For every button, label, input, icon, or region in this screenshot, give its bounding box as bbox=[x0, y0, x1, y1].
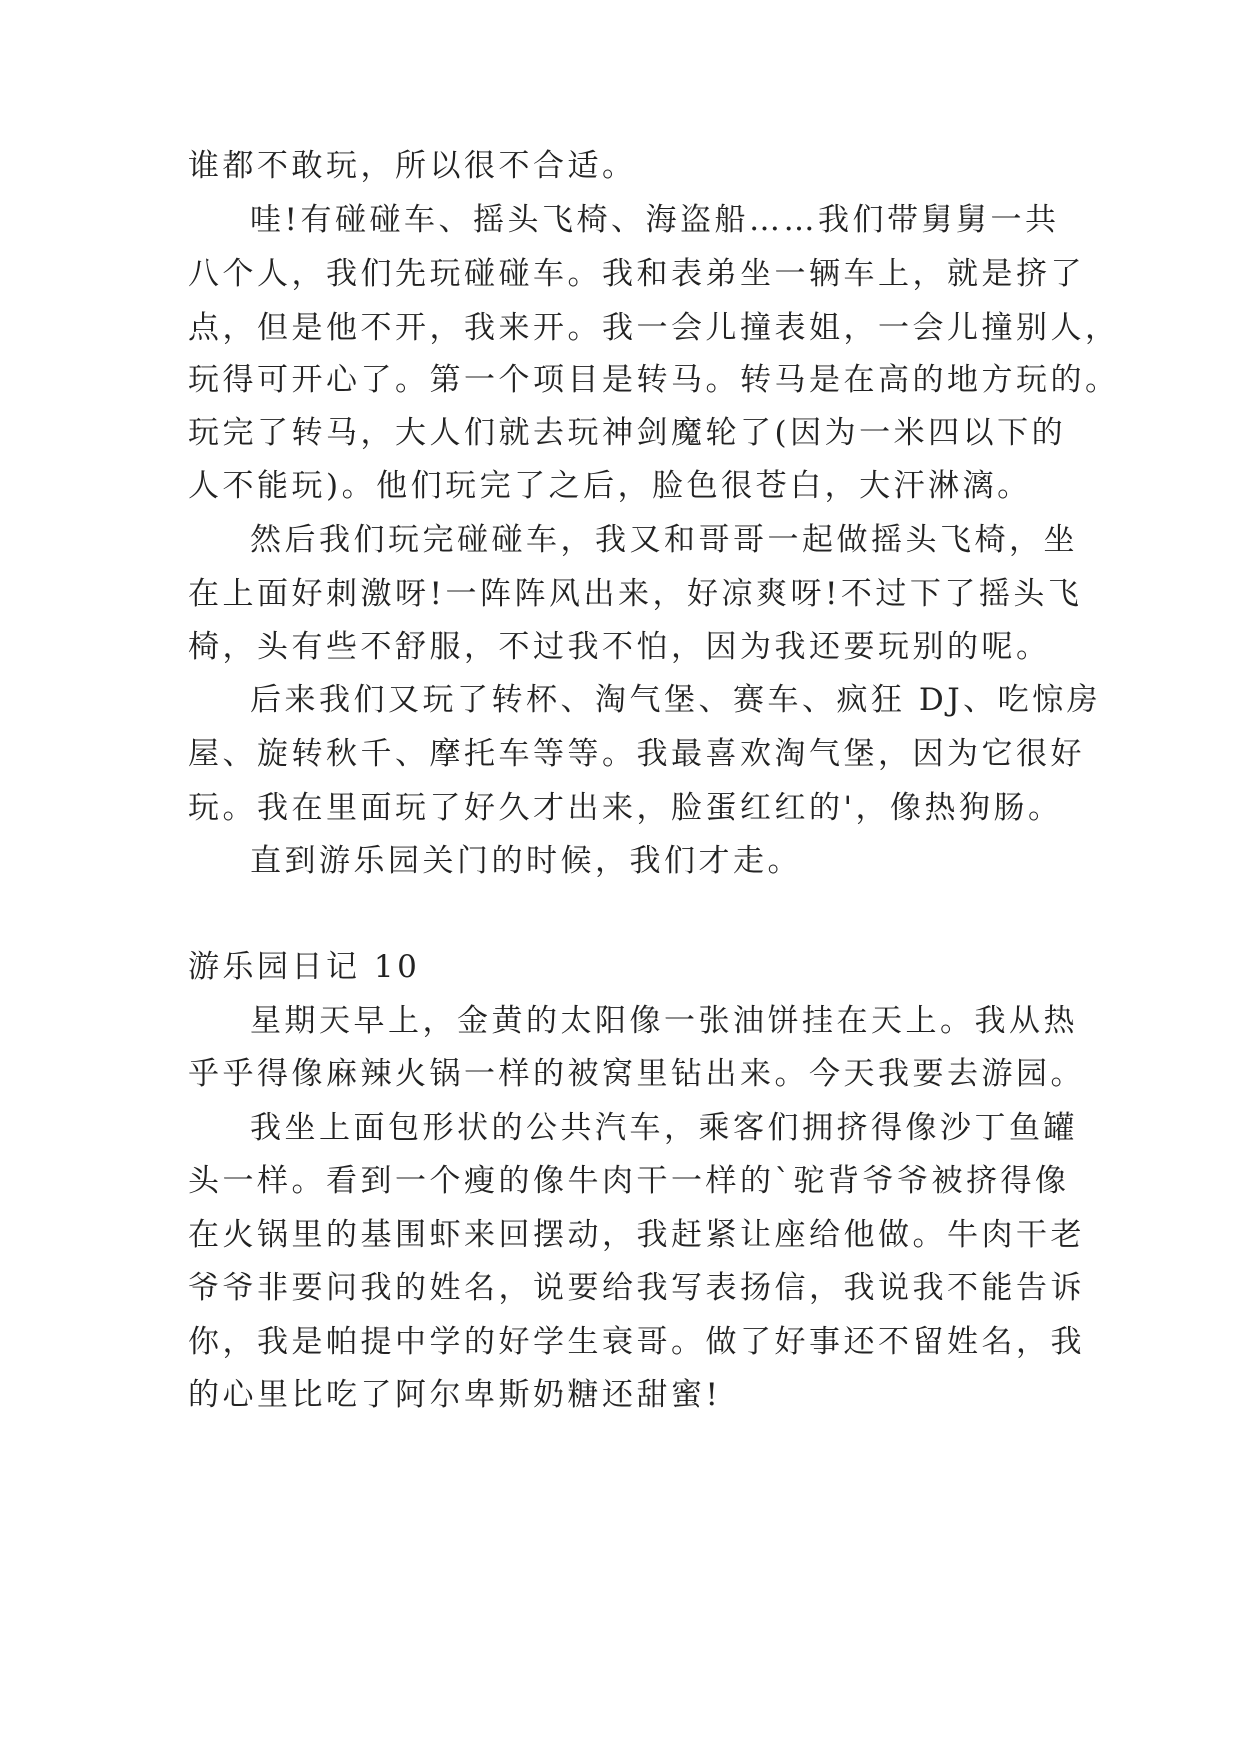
text-line: 的心里比吃了阿尔卑斯奶糖还甜蜜! bbox=[188, 1377, 722, 1413]
text-line: 头一样。看到一个瘦的像牛肉干一样的`驼背爷爷被挤得像 bbox=[188, 1163, 1070, 1199]
text-line: 点，但是他不开，我来开。我一会儿撞表姐，一会儿撞别人， bbox=[188, 310, 1120, 346]
text-line: 玩完了转马，大人们就去玩神剑魔轮了(因为一米四以下的 bbox=[188, 415, 1067, 451]
text-line: 人不能玩)。他们玩完了之后，脸色很苍白，大汗淋漓。 bbox=[188, 468, 1032, 504]
text-line: 八个人，我们先玩碰碰车。我和表弟坐一辆车上，就是挤了 bbox=[188, 256, 1085, 292]
paragraph-first-line: 直到游乐园关门的时候，我们才走。 bbox=[250, 843, 802, 879]
text-line: 你，我是帕提中学的好学生衰哥。做了好事还不留姓名，我 bbox=[188, 1324, 1085, 1360]
text-line: 玩。我在里面玩了好久才出来，脸蛋红红的'，像热狗肠。 bbox=[188, 790, 1063, 826]
paragraph-first-line: 后来我们又玩了转杯、淘气堡、赛车、疯狂 DJ、吃惊房 bbox=[250, 682, 1102, 718]
text-line: 椅，头有些不舒服，不过我不怕，因为我还要玩别的呢。 bbox=[188, 629, 1051, 665]
text-line: 玩得可开心了。第一个项目是转马。转马是在高的地方玩的。 bbox=[188, 362, 1120, 398]
text-line: 在火锅里的基围虾来回摆动，我赶紧让座给他做。牛肉干老 bbox=[188, 1217, 1085, 1253]
section-title: 游乐园日记 10 bbox=[188, 949, 421, 985]
paragraph-first-line: 星期天早上，金黄的太阳像一张油饼挂在天上。我从热 bbox=[250, 1003, 1078, 1039]
text-line: 谁都不敢玩，所以很不合适。 bbox=[188, 148, 637, 184]
paragraph-first-line: 我坐上面包形状的公共汽车，乘客们拥挤得像沙丁鱼罐 bbox=[250, 1110, 1078, 1146]
text-line: 爷爷非要问我的姓名，说要给我写表扬信，我说我不能告诉 bbox=[188, 1270, 1085, 1306]
paragraph-first-line: 然后我们玩完碰碰车，我又和哥哥一起做摇头飞椅，坐 bbox=[250, 522, 1078, 558]
paragraph-first-line: 哇!有碰碰车、摇头飞椅、海盗船……我们带舅舅一共 bbox=[250, 202, 1060, 238]
text-line: 屋、旋转秋千、摩托车等等。我最喜欢淘气堡，因为它很好 bbox=[188, 736, 1085, 772]
text-line: 乎乎得像麻辣火锅一样的被窝里钻出来。今天我要去游园。 bbox=[188, 1056, 1085, 1092]
text-line: 在上面好刺激呀!一阵阵风出来，好凉爽呀!不过下了摇头飞 bbox=[188, 576, 1083, 612]
